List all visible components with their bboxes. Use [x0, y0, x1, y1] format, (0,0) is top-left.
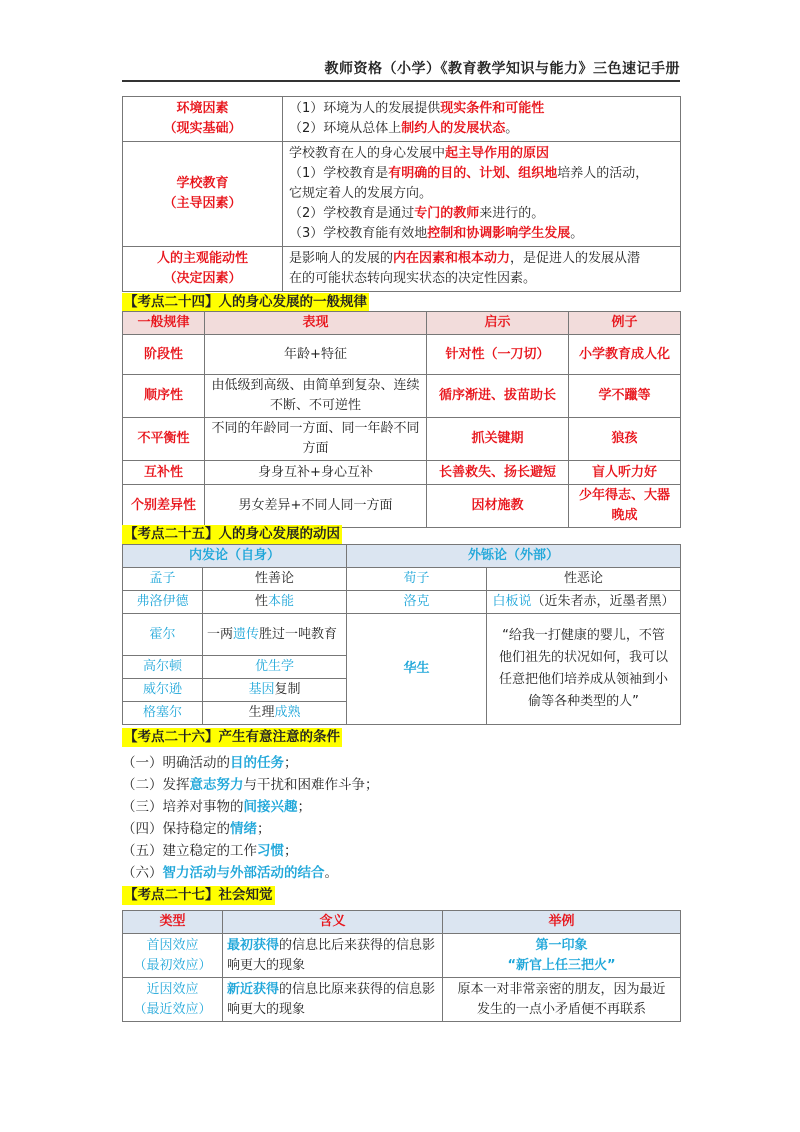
perception-header-cell: 举例: [443, 911, 681, 934]
factor-detail-text: 专门的教师: [414, 206, 480, 221]
attention-condition-text: 智力活动与外部活动的结合: [162, 865, 325, 881]
factor-detail-cell: [283, 247, 681, 292]
attention-condition-text: 意志努力: [189, 777, 244, 793]
laws-header-cell: 启示: [427, 312, 569, 335]
factor-detail-line: [289, 224, 674, 244]
law-implication: 针对性（一刀切）: [427, 335, 569, 375]
watson-quote: “给我一打健康的婴儿，不管他们祖先的状况如何，我可以任意把他们培养成从领袖到小偷等各种类型的人”: [487, 614, 681, 725]
attention-condition-text: ；: [257, 821, 271, 837]
law-implication: 循序渐进、拔苗助长: [427, 375, 569, 418]
factor-detail-text: 现实条件和可能性: [440, 101, 545, 116]
attention-condition-item: [122, 818, 379, 840]
factor-detail-text: 是影响人的发展的: [289, 251, 394, 266]
section-24-title: 【考点二十四】人的身心发展的一般规律: [124, 294, 367, 310]
inner-theory-header: 内发论（自身）: [123, 545, 347, 568]
hall-cell: 霍尔: [123, 614, 203, 656]
factor-detail-line: [289, 204, 674, 224]
factor-detail-line: [289, 184, 674, 204]
law-manifestation: 年龄+特征: [205, 335, 427, 375]
mencius-theory: 性善论: [203, 568, 347, 591]
attention-condition-text: 与干扰和困难作斗争；: [243, 777, 379, 793]
law-example: 狼孩: [569, 418, 681, 461]
factor-detail-line: [289, 119, 674, 139]
attention-condition-item: [122, 774, 379, 796]
laws-header-cell: 例子: [569, 312, 681, 335]
factor-detail-text: 在的可能状态转向现实状态的决定性因素。: [289, 271, 537, 286]
law-rule: 顺序性: [123, 375, 205, 418]
mencius-cell: 孟子: [123, 568, 203, 591]
law-row: [123, 418, 681, 461]
perception-header-cell: 含义: [223, 911, 443, 934]
law-implication: 长善救失、扬长避短: [427, 461, 569, 485]
attention-condition-text: （三）培养对事物的: [122, 799, 244, 815]
factor-detail-text: 制约人的发展状态: [401, 121, 506, 136]
xunzi-theory: 性恶论: [487, 568, 681, 591]
law-example: 学不躐等: [569, 375, 681, 418]
factor-detail-line: [289, 144, 674, 164]
factor-row: [123, 247, 681, 292]
attention-condition-text: （一）明确活动的: [122, 755, 230, 771]
wilson-theory: 基因复制: [203, 679, 347, 702]
effect-meaning-cell: [223, 978, 443, 1022]
law-example: 盲人听力好: [569, 461, 681, 485]
factor-detail-cell: [283, 97, 681, 142]
watson-cell: 华生: [347, 614, 487, 725]
factor-name-cell: [123, 247, 283, 292]
effect-example-line: “新官上任三把火”: [507, 957, 616, 973]
attention-condition-item: [122, 862, 379, 884]
effect-meaning-text: 最初获得: [227, 937, 280, 953]
law-row: [123, 485, 681, 528]
perception-row: [123, 934, 681, 978]
factor-name: 人的主观能动性: [156, 251, 248, 266]
attention-condition-text: 习惯: [257, 843, 284, 859]
section-27-title: 【考点二十七】社会知觉: [124, 887, 273, 903]
law-manifestation: 身身互补+身心互补: [205, 461, 427, 485]
attention-condition-text: （六）: [122, 865, 163, 881]
factor-row: [123, 97, 681, 142]
wilson-cell: 威尔逊: [123, 679, 203, 702]
effect-meaning-text: 新近获得: [227, 981, 280, 997]
factor-detail-text: （2）学校教育是通过: [289, 206, 415, 221]
page-header-title: 教师资格（小学）《教育教学知识与能力》三色速记手册: [324, 61, 680, 77]
factor-detail-line: [289, 269, 674, 289]
gesell-cell: 格塞尔: [123, 702, 203, 725]
factor-name-cell: [123, 142, 283, 247]
factor-detail-text: 来进行的。: [479, 206, 545, 221]
effect-meaning-text: 的信息比原来获得的信息影响更大的现象: [227, 981, 436, 1017]
law-implication: 因材施教: [427, 485, 569, 528]
effect-example-cell: [443, 934, 681, 978]
factor-role: （现实基础）: [163, 121, 242, 136]
effect-example-line: 第一印象: [535, 937, 588, 953]
factor-role: （主导因素）: [163, 196, 242, 211]
locke-theory: 白板说（近朱者赤，近墨者黑）: [487, 591, 681, 614]
factor-detail-text: 控制和协调影响学生发展: [427, 226, 571, 241]
laws-header-cell: 表现: [205, 312, 427, 335]
attention-condition-text: （二）发挥: [122, 777, 190, 793]
social-perception-table: [122, 910, 681, 1022]
factor-detail-line: [289, 249, 674, 269]
law-row: [123, 375, 681, 418]
law-manifestation: 男女差异+不同人同一方面: [205, 485, 427, 528]
development-factors-table: [122, 96, 681, 292]
factor-detail-text: 学校教育在人的身心发展中: [289, 146, 446, 161]
xunzi-cell: 荀子: [347, 568, 487, 591]
freud-cell: 弗洛伊德: [123, 591, 203, 614]
attention-condition-text: （五）建立稳定的工作: [122, 843, 257, 859]
effect-alias: （最近效应）: [133, 1001, 212, 1017]
factor-row: [123, 142, 681, 247]
attention-condition-text: 间接兴趣: [243, 799, 298, 815]
effect-example-cell: [443, 978, 681, 1022]
law-rule: 个别差异性: [123, 485, 205, 528]
effect-type: 首因效应: [146, 937, 199, 953]
perception-header-cell: 类型: [123, 911, 223, 934]
attention-condition-text: 情绪: [230, 821, 257, 837]
factor-detail-text: 。: [505, 121, 519, 136]
law-row: [123, 461, 681, 485]
freud-theory: 性本能: [203, 591, 347, 614]
attention-condition-text: ；: [284, 755, 298, 771]
law-manifestation: 不同的年龄同一方面、同一年龄不同方面: [205, 418, 427, 461]
attention-condition-item: [122, 840, 379, 862]
attention-condition-text: ；: [284, 843, 298, 859]
locke-cell: 洛克: [347, 591, 487, 614]
effect-alias: （最初效应）: [133, 957, 212, 973]
factor-name: 环境因素: [176, 101, 229, 116]
section-26-title: 【考点二十六】产生有意注意的条件: [124, 729, 340, 745]
law-example: 少年得志、大器晚成: [569, 485, 681, 528]
attention-condition-text: 。: [324, 865, 338, 881]
factor-role: （决定因素）: [163, 271, 242, 286]
outer-theory-header: 外铄论（外部）: [347, 545, 681, 568]
factor-detail-text: 内在因素和根本动力: [393, 251, 511, 266]
perception-row: [123, 978, 681, 1022]
effect-meaning-cell: [223, 934, 443, 978]
development-motives-table: [122, 544, 681, 725]
effect-example-line: 原本一对非常亲密的朋友，因为最近: [457, 981, 666, 997]
general-laws-table: [122, 311, 681, 528]
attention-condition-text: 目的任务: [230, 755, 284, 771]
effect-type: 近因效应: [146, 981, 199, 997]
galton-cell: 高尔顿: [123, 656, 203, 679]
factor-detail-text: 有明确的目的、计划、组织地: [388, 166, 558, 181]
factor-detail-cell: [283, 142, 681, 247]
attention-condition-text: （四）保持稳定的: [122, 821, 230, 837]
effect-type-cell: [123, 934, 223, 978]
factor-detail-text: （3）学校教育能有效地: [289, 226, 428, 241]
factor-detail-text: 起主导作用的原因: [445, 146, 550, 161]
effect-meaning-text: 的信息比后来获得的信息影响更大的现象: [227, 937, 436, 973]
factor-detail-text: ，是促进人的发展从潜: [510, 251, 641, 266]
factor-detail-text: （2）环境从总体上: [289, 121, 402, 136]
attention-condition-item: [122, 752, 379, 774]
factor-detail-text: （1）学校教育是: [289, 166, 389, 181]
factor-name-cell: [123, 97, 283, 142]
law-manifestation: 由低级到高级、由简单到复杂、连续不断、不可逆性: [205, 375, 427, 418]
galton-theory: 优生学: [203, 656, 347, 679]
factor-detail-text: 。: [570, 226, 584, 241]
law-row: [123, 335, 681, 375]
factor-detail-line: [289, 99, 674, 119]
factor-detail-line: [289, 164, 674, 184]
gesell-theory: 生理成熟: [203, 702, 347, 725]
section-25-title: 【考点二十五】人的身心发展的动因: [124, 526, 340, 542]
attention-condition-item: [122, 796, 379, 818]
law-rule: 阶段性: [123, 335, 205, 375]
law-example: 小学教育成人化: [569, 335, 681, 375]
factor-name: 学校教育: [176, 176, 229, 191]
factor-detail-text: 培养人的活动，: [557, 166, 649, 181]
factor-detail-text: 它规定着人的发展方向。: [289, 186, 433, 201]
factor-detail-text: （1）环境为人的发展提供: [289, 101, 441, 116]
law-implication: 抓关键期: [427, 418, 569, 461]
effect-example-line: 发生的一点小矛盾便不再联系: [476, 1001, 646, 1017]
effect-type-cell: [123, 978, 223, 1022]
header-rule: [122, 80, 680, 82]
attention-condition-text: ；: [297, 799, 311, 815]
law-rule: 互补性: [123, 461, 205, 485]
laws-header-cell: 一般规律: [123, 312, 205, 335]
hall-theory: 一两遗传胜过一吨教育: [203, 614, 347, 656]
attention-conditions-list: [122, 752, 379, 884]
law-rule: 不平衡性: [123, 418, 205, 461]
